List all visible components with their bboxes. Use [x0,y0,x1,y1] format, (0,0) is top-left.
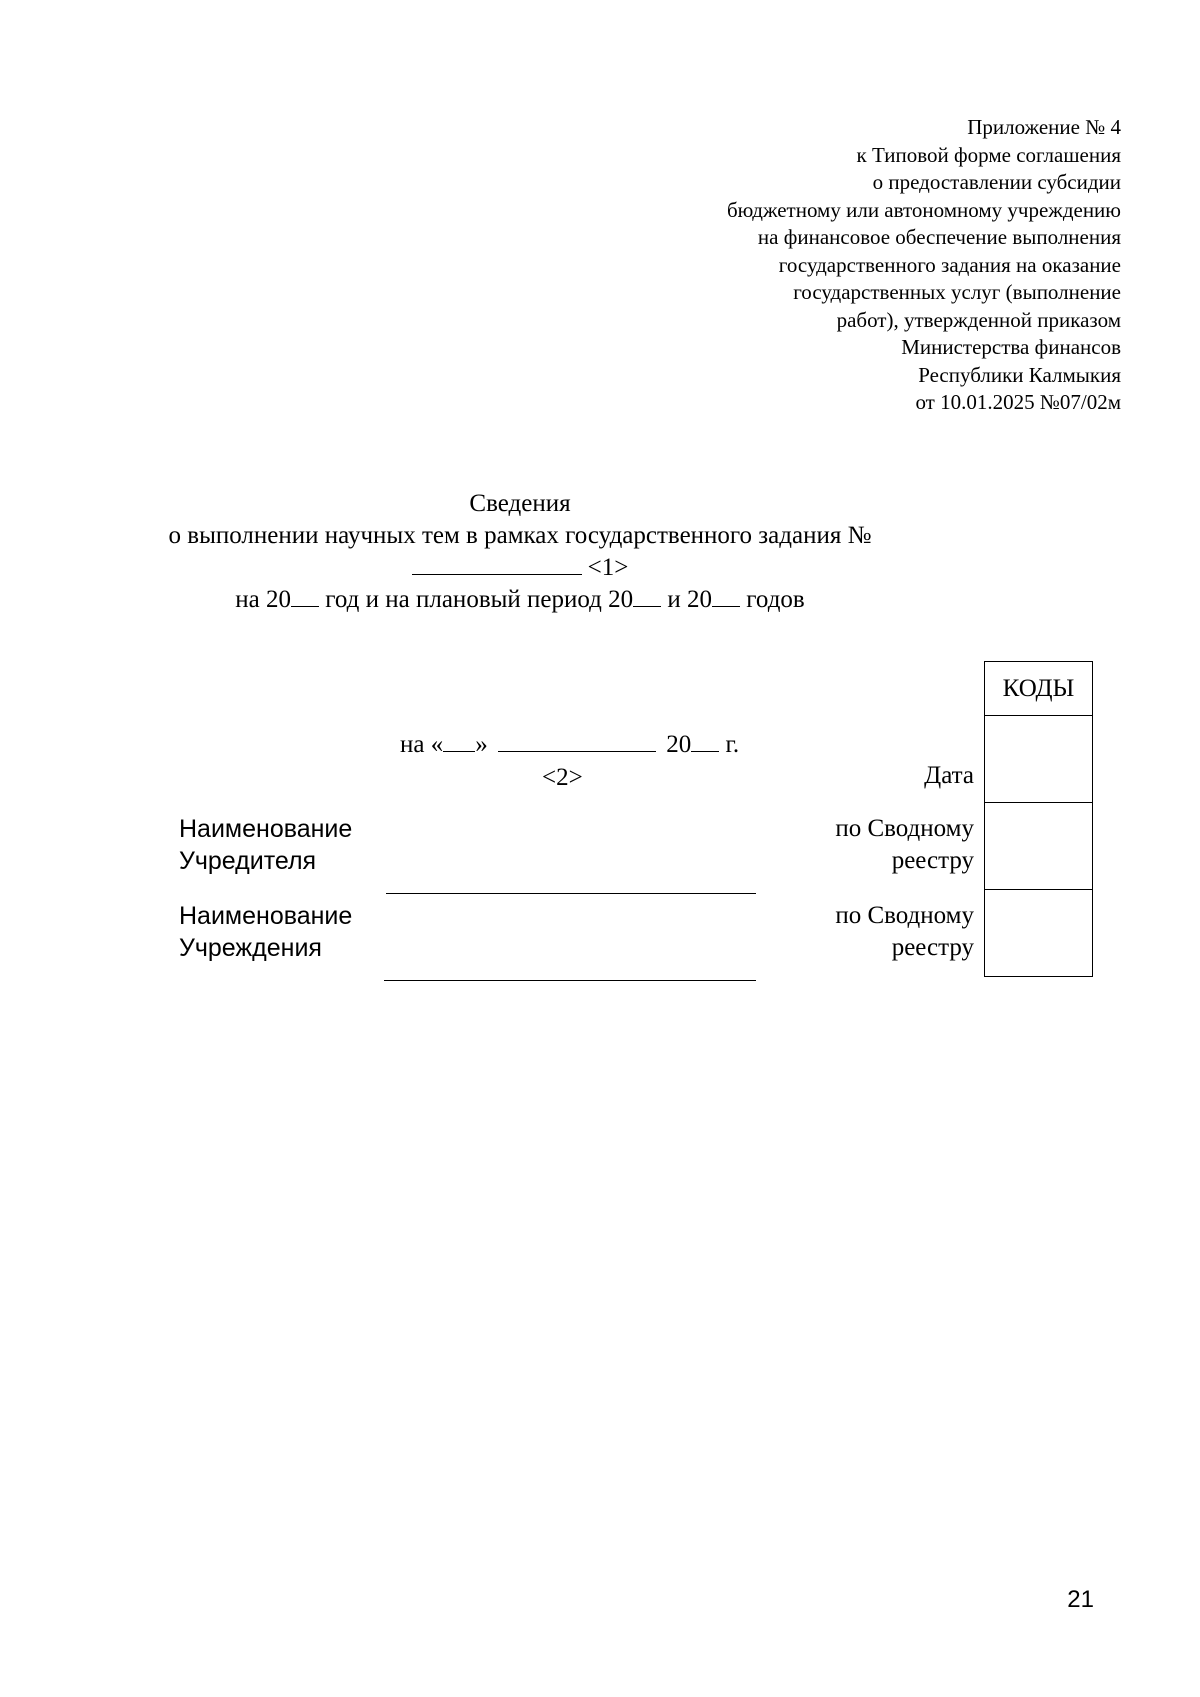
footnote-1: <1> [587,554,629,581]
appendix-line: от 10.01.2025 №07/02м [915,390,1121,414]
appendix-line: работ), утвержденной приказом [836,307,1121,332]
page-number: 21 [1067,1586,1094,1613]
appendix-line: государственных услуг (выполнение [793,280,1121,304]
document-title [130,488,910,616]
founder-label: Наименование Учредителя [179,815,353,875]
codes-table [984,661,1093,977]
year-blank [291,584,319,607]
title-subheading: о выполнении научных тем в рамках государственного задания № [168,522,872,549]
year-blank [633,584,661,607]
appendix-line: Приложение № 4 [967,115,1121,139]
institution-name-field[interactable] [384,980,756,981]
founder-registry-code-cell [985,803,1093,890]
appendix-line: государственного задания на оказание [778,252,1121,277]
assignment-number-blank [412,552,582,575]
date-line: на « » 20 г. [400,731,740,758]
date-label: Дата [924,762,974,789]
founder-name-field[interactable] [386,893,756,894]
appendix-line: на финансовое обеспечение выполнения [757,225,1121,249]
institution-label: Наименование Учреждения [179,902,353,962]
title-period-line: на 20 год и на плановый период 20 и 20 годов [235,586,805,613]
year-blank [691,729,719,752]
appendix-line: Республики Калмыкия [918,362,1121,387]
appendix-header [561,114,1121,417]
appendix-line: к Типовой форме соглашения [856,142,1121,167]
month-blank [498,729,656,752]
institution-registry-code-cell [985,890,1093,977]
codes-header: КОДЫ [985,662,1093,716]
day-blank [443,729,475,752]
date-code-cell [985,716,1093,803]
appendix-line: бюджетному или автономному учреждению [727,197,1121,222]
footnote-2: <2> [542,764,583,791]
registry-label-institution: по Сводному реестру [835,902,974,961]
appendix-line: о предоставлении субсидии [872,170,1121,194]
title-heading: Сведения [469,490,571,517]
registry-label-founder: по Сводному реестру [835,815,974,874]
appendix-line: Министерства финансов [901,335,1121,359]
title-number-line [130,552,910,584]
year-blank [712,584,740,607]
